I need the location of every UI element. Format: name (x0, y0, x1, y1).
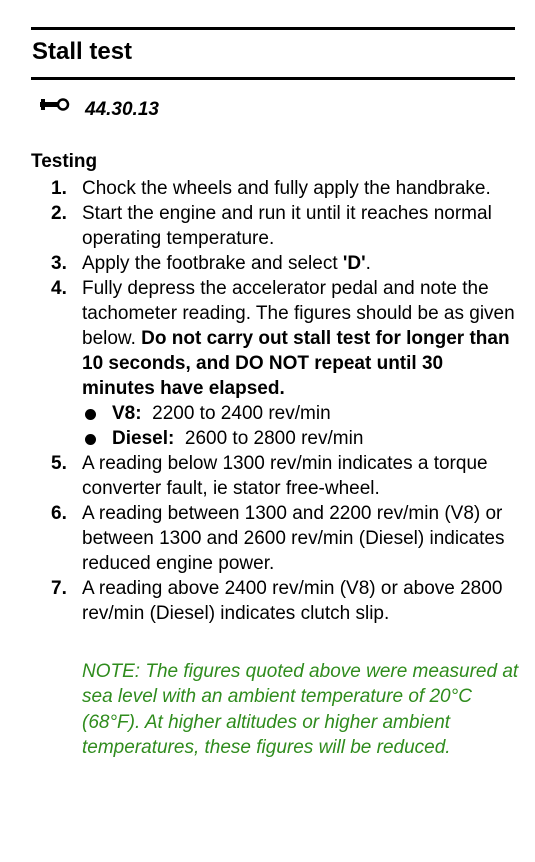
step-1 (31, 176, 521, 201)
step-text: Apply the footbrake and select (82, 253, 343, 274)
bullet-icon (85, 409, 96, 420)
step-text: A reading between 1300 and 2200 rev/min (V8) or between 1300 and 2600 rev/min (Diesel) indicates reduced engine power. (82, 503, 505, 574)
stall-speed-list (82, 401, 521, 451)
step-text: A reading above 2400 rev/min (V8) or above 2800 rev/min (Diesel) indicates clutch slip. (82, 578, 503, 624)
list-item (82, 426, 521, 451)
title-rule-top (31, 27, 515, 30)
step-4 (31, 276, 521, 451)
wrench-icon (40, 98, 70, 114)
gear-selection: 'D' (342, 253, 366, 274)
step-text-end: . (365, 253, 371, 274)
section-heading: Testing (31, 151, 98, 172)
step-number: 1. (51, 178, 67, 199)
repair-operation-code: 44.30.13 (85, 99, 159, 120)
step-6 (31, 501, 521, 576)
step-7 (31, 576, 521, 626)
stall-speed-value: 2200 to 2400 rev/min (152, 403, 331, 424)
step-number: 6. (51, 503, 67, 524)
note-text: NOTE: The figures quoted above were measured at sea level with an ambient temperature of 20°C (68°F). At higher altitudes or higher ambient temperatures, these figures will be reduced. (82, 661, 519, 758)
step-text: Fully depress the accelerator pedal and note the tachometer reading. The figures should be as given below. (82, 278, 515, 349)
page-title: Stall test (32, 38, 133, 65)
procedure-steps (31, 176, 521, 626)
step-number: 3. (51, 253, 67, 274)
step-text: Chock the wheels and fully apply the handbrake. (82, 178, 491, 199)
step-number: 7. (51, 578, 67, 599)
title-rule-bottom (31, 77, 515, 80)
step-3 (31, 251, 521, 276)
step-text: Start the engine and run it until it reaches normal operating temperature. (82, 203, 492, 249)
engine-label: V8: (112, 403, 142, 424)
step-5 (31, 451, 521, 501)
engine-label: Diesel: (112, 428, 175, 449)
bullet-icon (85, 434, 96, 445)
step-number: 2. (51, 203, 67, 224)
list-item (82, 401, 521, 426)
step-text: A reading below 1300 rev/min indicates a torque converter fault, ie stator free-wheel. (82, 453, 488, 499)
step-number: 4. (51, 278, 67, 299)
step-2 (31, 201, 521, 251)
stall-speed-value: 2600 to 2800 rev/min (184, 428, 364, 449)
step-number: 5. (51, 453, 67, 474)
stall-test-warning: Do not carry out stall test for longer than 10 seconds, and DO NOT repeat until 30 minutes have elapsed. (82, 328, 510, 399)
